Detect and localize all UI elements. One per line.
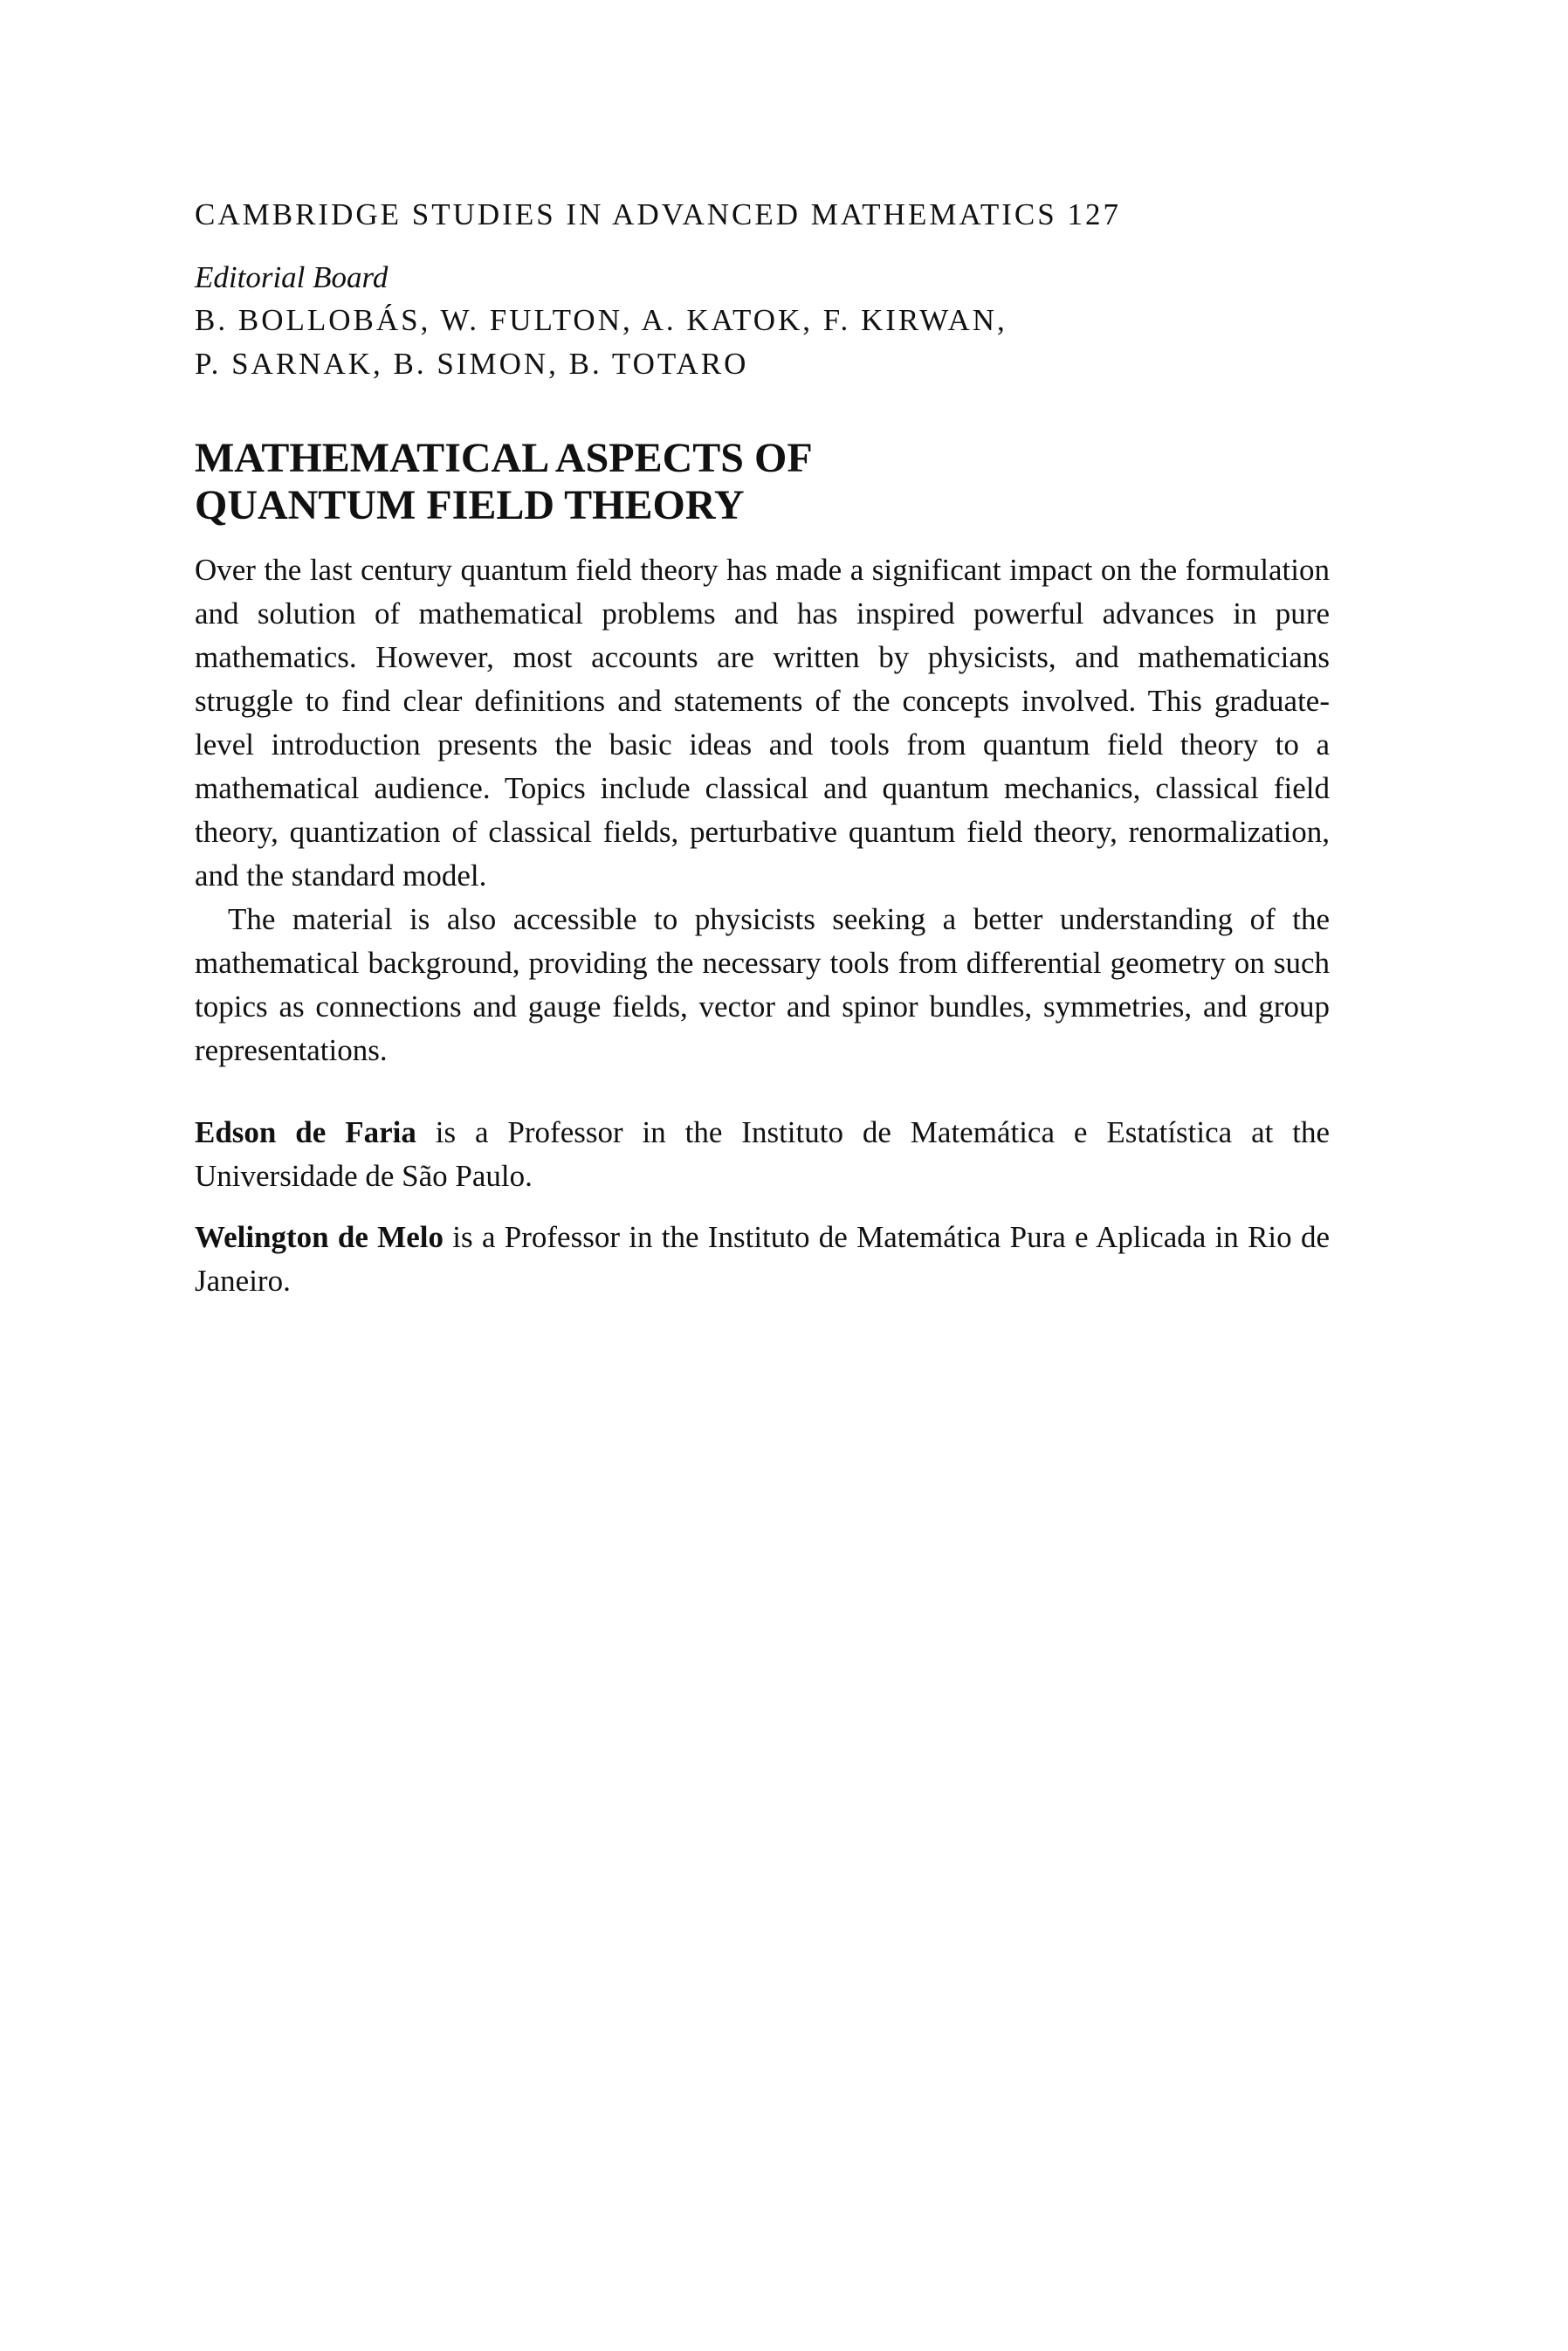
book-title-line-2: QUANTUM FIELD THEORY	[195, 482, 745, 528]
author-bio-text-2: is a Professor in the Instituto de Matemática Pura e Aplicada in Rio de Janeiro.	[195, 1220, 1330, 1298]
description-paragraph-1: Over the last century quantum field theory has made a significant impact on the formulation and solution of mathematical problems and has inspired powerful advances in pure mathematics. However, most accounts are written by physicists, and mathematicians struggle to find clear definitions and statements of the concepts involved. This graduate-level introduction presents the basic ideas and tools from quantum field theory to a mathematical audience. Topics include classical and quantum mechanics, classical field theory, quantization of classical fields, perturbative quantum field theory, renormalization, and the standard model.	[195, 553, 1330, 893]
series-title: CAMBRIDGE STUDIES IN ADVANCED MATHEMATICS 127	[195, 197, 1121, 231]
author-bio-text-1: is a Professor in the Instituto de Matemática e Estatística at the Universidade de São Paulo.	[195, 1115, 1330, 1193]
book-title-line-1: MATHEMATICAL ASPECTS OF	[195, 435, 813, 481]
book-title	[195, 435, 1330, 529]
editorial-board-line-1: B. BOLLOBÁS, W. FULTON, A. KATOK, F. KIRWAN,	[195, 303, 1008, 337]
editorial-board-line-2: P. SARNAK, B. SIMON, B. TOTARO	[195, 347, 749, 381]
book-description	[195, 548, 1330, 1072]
description-paragraph-2: The material is also accessible to physicists seeking a better understanding of the mathematical background, providing the necessary tools from differential geometry on such topics as connections and gauge fields, vector and spinor bundles, symmetries, and group representations.	[195, 902, 1330, 1067]
editorial-board-label: Editorial Board	[195, 260, 389, 294]
author-name-2: Welington de Melo	[195, 1220, 444, 1254]
author-name-1: Edson de Faria	[195, 1115, 416, 1149]
author-bio-2	[195, 1216, 1330, 1303]
book-front-matter	[195, 194, 1330, 1303]
author-bio-1	[195, 1111, 1330, 1198]
